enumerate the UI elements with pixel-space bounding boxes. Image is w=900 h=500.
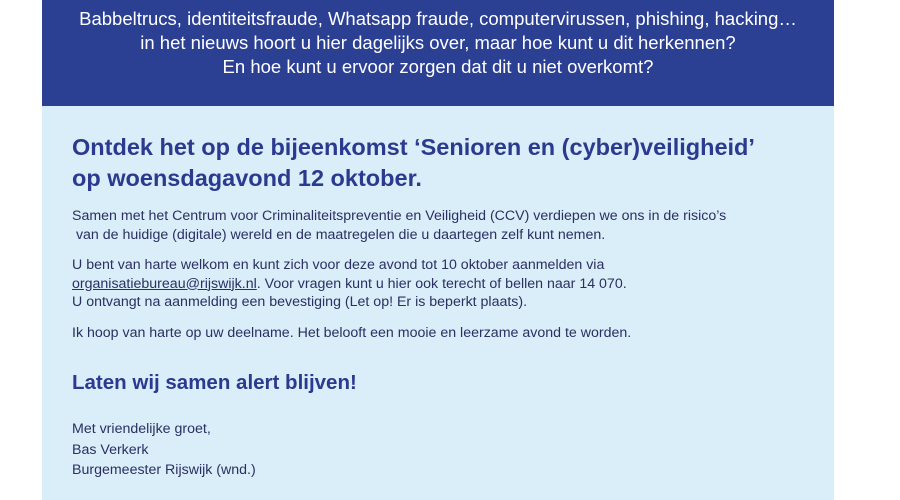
intro-paragraph [72,207,812,244]
registration-line-3: U ontvangt na aanmelding een bevestiging (Let op! Er is beperkt plaats). [72,294,528,310]
intro-line-2: van de huidige (digitale) wereld en de maatregelen die u daartegen zelf kunt nemen. [72,226,606,243]
signature-block [72,419,812,481]
registration-line-2-rest: . Voor vragen kunt u hier ook terecht of bellen naar 14 070. [256,275,627,292]
registration-paragraph [72,256,812,312]
closing-paragraph: Ik hoop van harte op uw deelname. Het belooft een mooie en leerzame avond te worden. [72,324,632,341]
closing-headline: Laten wij samen alert blijven! [72,371,357,394]
event-headline [72,132,812,194]
header-banner [42,0,834,106]
signature-greeting: Met vriendelijke groet, [72,421,211,437]
registration-line-1: U bent van harte welkom en kunt zich voor deze avond tot 10 oktober aanmelden via [72,257,605,273]
headline-line-1: Ontdek het op de bijeenkomst ‘Senioren en (cyber)veiligheid’ [72,134,755,160]
signature-title: Burgemeester Rijswijk (wnd.) [72,462,256,478]
email-link[interactable]: organisatiebureau@rijswijk.nl [72,275,257,292]
intro-line-1: Samen met het Centrum voor Criminaliteitspreventie en Veiligheid (CCV) verdiepen we ons in de risico’s [72,208,727,224]
banner-line-1: Babbeltrucs, identiteitsfraude, Whatsapp fraude, computervirussen, phishing, hacking… [79,8,797,29]
registration-line-2 [72,275,812,294]
letter-body [72,132,812,481]
headline-line-2: op woensdagavond 12 oktober. [72,165,422,191]
banner-line-2: in het nieuws hoort u hier dagelijks over, maar hoe kunt u dit herkennen? [140,32,736,53]
letter-page [42,0,834,500]
signature-name: Bas Verkerk [72,441,149,458]
banner-line-3: En hoe kunt u ervoor zorgen dat dit u niet overkomt? [222,56,654,77]
